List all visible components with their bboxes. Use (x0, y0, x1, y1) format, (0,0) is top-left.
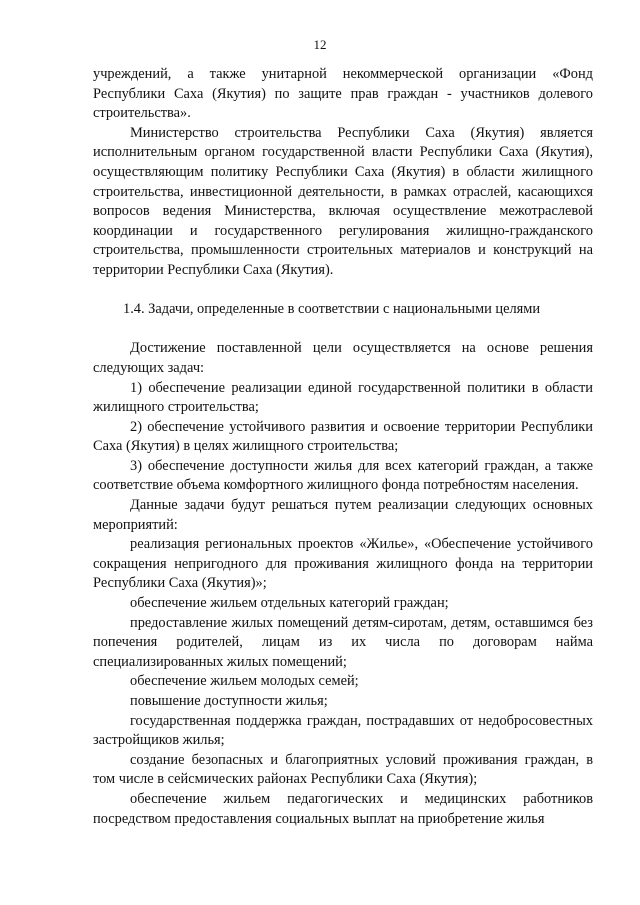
paragraph-measures-intro: Данные задачи будут решаться путем реализации следующих основных мероприятий: (93, 497, 593, 533)
measure-item: государственная поддержка граждан, пострадавших от недобросовестных застройщиков жилья; (93, 712, 593, 749)
paragraph-continuation: учреждений, а также унитарной некоммерческой организации «Фонд Республики Саха (Якутия) по защите прав граждан - участников долевого строительства». (93, 66, 593, 122)
task-item-3: 3) обеспечение доступности жилья для всех категорий граждан, а также соответствие объема комфортного жилищного фонда потребностям населения. (93, 457, 593, 494)
task-item-2: 2) обеспечение устойчивого развития и освоение территории Республики Саха (Якутия) в целях жилищного строительства; (93, 418, 593, 455)
measure-item: создание безопасных и благоприятных условий проживания граждан, в том числе в сейсмических районах Республики Саха (Якутия); (93, 751, 593, 788)
task-item-1: 1) обеспечение реализации единой государственной политики в области жилищного строительства; (93, 379, 593, 416)
paragraph-goal: Достижение поставленной цели осуществляется на основе решения следующих задач: (93, 340, 593, 376)
measure-item: обеспечение жильем педагогических и медицинских работников посредством предоставления социальных выплат на приобретение жилья (93, 790, 593, 827)
paragraph-ministry: Министерство строительства Республики Саха (Якутия) является исполнительным органом государственной власти Республики Саха (Якутия), осуществляющим политику Республики Саха (Якутия) в области жилищного строительства, инвестиционной деятельности, в рамках отраслей, касающихся вопросов ведения Министерства, включая осуществление межотраслевой координации и государственного регулирования жилищно-гражданского строительства, промышленности строительных материалов и конструкций на территории Республики Саха (Якутия). (93, 124, 593, 278)
page-number: 12 (313, 37, 327, 52)
document-body (93, 65, 593, 829)
measure-item: обеспечение жильем молодых семей; (130, 673, 359, 690)
measure-item: обеспечение жильем отдельных категорий граждан; (130, 595, 449, 612)
measure-item: реализация региональных проектов «Жилье», «Обеспечение устойчивого сокращения непригодного для проживания жилищного фонда на территории Республики Саха (Якутия)»; (93, 536, 593, 592)
section-heading: 1.4. Задачи, определенные в соответствии с национальными целями (123, 301, 541, 318)
measure-item: предоставление жилых помещений детям-сиротам, детям, оставшимся без попечения родителей, лицам из их числа по договорам найма специализированных жилых помещений; (93, 614, 593, 670)
measure-item: повышение доступности жилья; (130, 693, 328, 709)
